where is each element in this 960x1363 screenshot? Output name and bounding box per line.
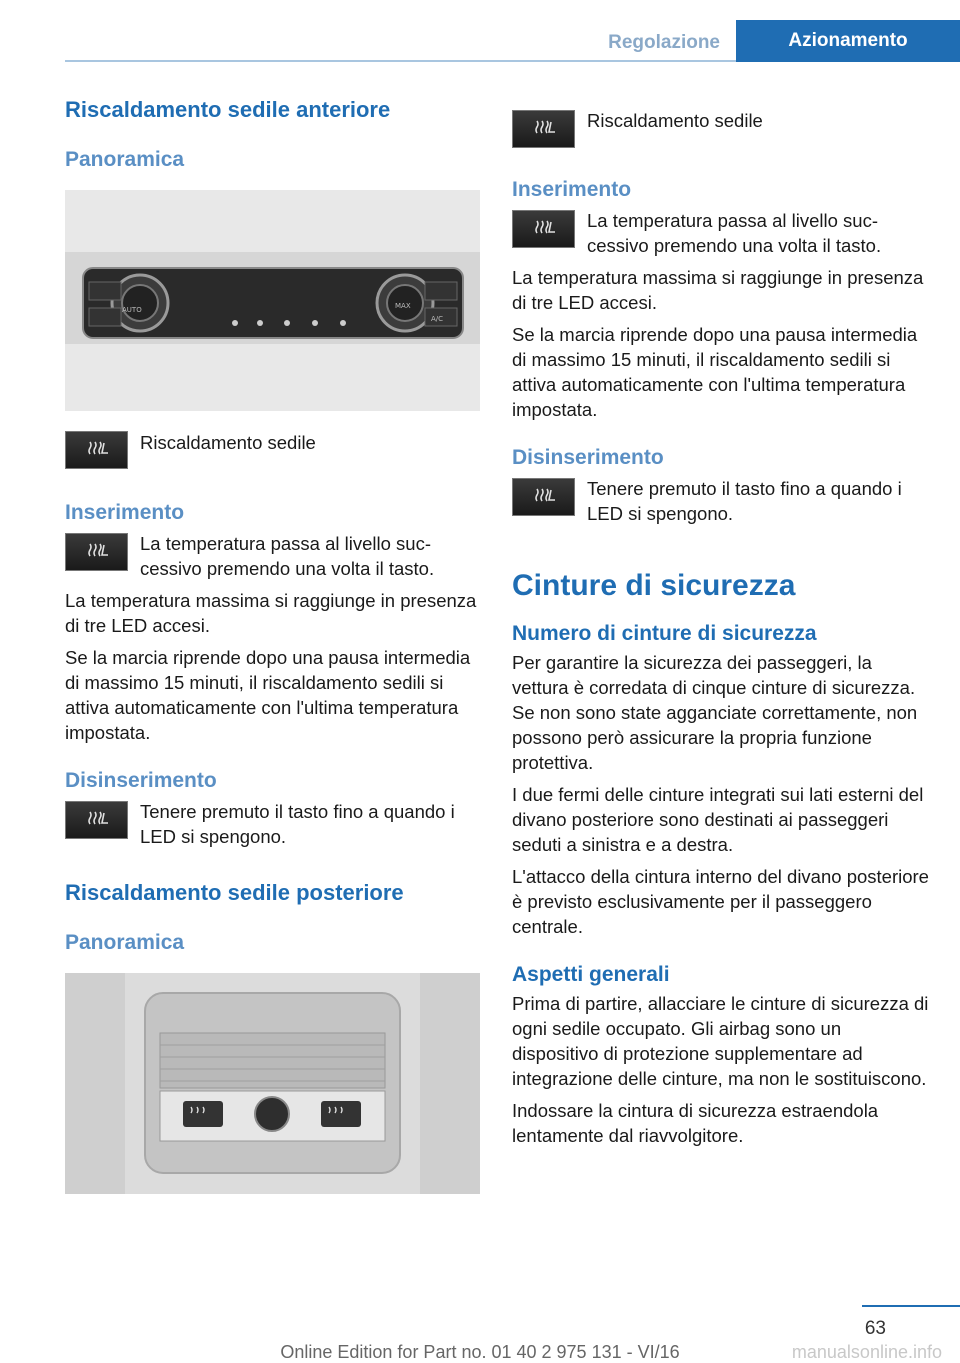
seat-heating-icon <box>531 118 557 140</box>
seat-heating-button[interactable] <box>65 533 128 571</box>
right-column <box>512 108 930 1148</box>
max-label: MAX <box>395 302 411 310</box>
general-paragraph-1: Prima di partire, allacciare le cinture di sicurezza di ogni sedile occupato. Gli airbag sono un dispositivo di protezione supplementare ad integrazione delle cinture, ma non le sostituiscono. <box>512 993 929 1089</box>
disinserimento-row <box>512 476 930 526</box>
seat-heating-label: Riscaldamento sedile <box>140 432 316 453</box>
max-temp-text: La temperatura massima si raggiunge in presenza di tre LED accesi. <box>512 267 924 313</box>
disinserimento-text: Tenere premuto il tasto fino a quando i LED si spengono. <box>140 801 455 847</box>
rear-seat-heating-title: Riscaldamento sedile posteriore <box>65 880 404 905</box>
seat-heating-icon <box>84 541 110 563</box>
disinserimento-text: Tenere premuto il tasto fino a quando i LED si spengono. <box>587 478 902 524</box>
left-column <box>65 96 483 1194</box>
seat-heating-button[interactable] <box>65 431 128 469</box>
overview-heading-rear: Panoramica <box>65 931 185 954</box>
inserimento-heading: Inserimento <box>65 501 185 524</box>
inserimento-text: La temperatura passa al livello successivo premendo una volta il tasto. <box>587 210 882 256</box>
front-seat-heating-title: Riscaldamento sedile anteriore <box>65 97 391 122</box>
edition-line: Online Edition for Part no. 01 40 2 975 131 - VI/16 <box>280 1342 680 1362</box>
general-paragraph-2: Indossare la cintura di sicurezza estraendola lentamente dal riavvolgitore. <box>512 1100 879 1146</box>
overview-heading: Panoramica <box>65 148 185 171</box>
seat-heating-row-right <box>512 108 930 148</box>
disinserimento-heading: Disinserimento <box>512 446 664 469</box>
belts-paragraph-1: Per garantire la sicurezza dei passeggeri, la vettura è corredata di cinque cinture di sicurezza. Se non sono state agganciate correttamente, non possono però assicurare la propria funzione protettiva. <box>512 652 918 773</box>
page-header <box>65 20 960 64</box>
disinserimento-heading: Disinserimento <box>65 769 217 792</box>
climate-panel-image <box>65 190 480 411</box>
belts-paragraph-3: L'attacco della cintura interno del divano posteriore è previsto esclusivamente per il passeggero centrale. <box>512 866 929 937</box>
inserimento-row <box>512 208 930 258</box>
tab-regolazione[interactable]: Regolazione <box>608 32 720 53</box>
inserimento-row <box>65 531 483 581</box>
resume-text: Se la marcia riprende dopo una pausa intermedia di massimo 15 minuti, il riscaldamento sedili si attiva automaticamente con l'ultima temperatura impostata. <box>65 647 471 743</box>
climate-panel-illustration <box>65 190 480 411</box>
seat-heating-icon <box>531 486 557 508</box>
page-number: 63 <box>864 1318 886 1339</box>
rear-console-image <box>65 973 480 1194</box>
seat-heating-button[interactable] <box>65 801 128 839</box>
belts-paragraph-2: I due fermi delle cinture integrati sui lati esterni del divano posteriore sono destinati ai passeggeri seduti a sinistra e a destra. <box>512 784 924 855</box>
tab-azionamento[interactable]: Azionamento <box>736 20 960 62</box>
seat-heating-label: Riscaldamento sedile <box>587 110 763 131</box>
seat-heating-icon <box>84 439 110 461</box>
seat-heating-button[interactable] <box>512 478 575 516</box>
seatbelts-title: Cinture di sicurezza <box>512 569 796 602</box>
general-heading: Aspetti generali <box>512 963 670 986</box>
seat-heating-button[interactable] <box>512 110 575 148</box>
seat-heating-icon <box>84 809 110 831</box>
belts-number-heading: Numero di cinture di sicurezza <box>512 622 817 645</box>
seat-heating-button[interactable] <box>512 210 575 248</box>
footer-rule <box>862 1305 960 1307</box>
seat-heating-icon <box>531 218 557 240</box>
disinserimento-row <box>65 799 483 849</box>
ac-label: A/C <box>431 315 444 323</box>
inserimento-heading: Inserimento <box>512 178 632 201</box>
watermark: manualsonline.info <box>791 1342 942 1362</box>
rear-console-illustration <box>65 973 480 1194</box>
resume-text: Se la marcia riprende dopo una pausa intermedia di massimo 15 minuti, il riscaldamento sedili si attiva automaticamente con l'ultima temperatura impostata. <box>512 324 918 420</box>
max-temp-text: La temperatura massima si raggiunge in presenza di tre LED accesi. <box>65 590 477 636</box>
seat-heating-row <box>65 429 483 469</box>
inserimento-text: La temperatura passa al livello successivo premendo una volta il tasto. <box>140 533 435 579</box>
auto-label: AUTO <box>122 306 142 314</box>
